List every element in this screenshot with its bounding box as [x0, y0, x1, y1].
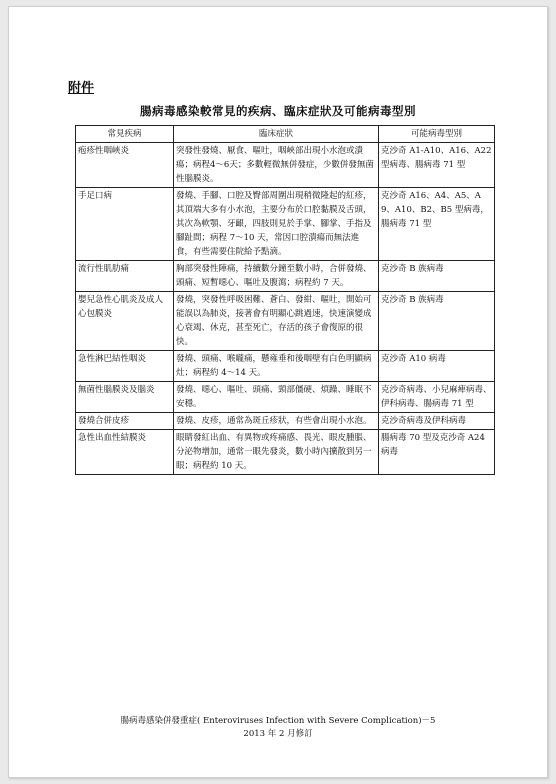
table-row: [76, 261, 495, 292]
disease-cell: 流行性肌肋痛: [76, 261, 174, 292]
virus-cell: 克沙奇 B 族病毒: [379, 292, 495, 351]
symptoms-cell: 突發性發燒、厭食、嘔吐，咽峽部出現小水泡或潰瘍；病程4～6天；多數輕微無併發症，少數併發無菌性腦膜炎。: [174, 143, 379, 188]
table-row: [76, 430, 495, 475]
virus-cell: 克沙奇 B 族病毒: [379, 261, 495, 292]
symptoms-cell: 發燒、頭痛、喉嚨痛，懸雍垂和後咽壁有白色明顯病灶；病程約 4～14 天。: [174, 351, 379, 382]
virus-cell: 克沙奇 A10 病毒: [379, 351, 495, 382]
footer-source: 腸病毒感染併發重症( Enteroviruses Infection with Severe Complication)－5: [120, 716, 436, 726]
disease-cell: 急性淋巴結性咽炎: [76, 351, 174, 382]
disease-cell: 手足口病: [76, 188, 174, 261]
disease-cell: 嬰兒急性心肌炎及成人心包膜炎: [76, 292, 174, 351]
virus-cell: 克沙奇 A1-A10、A16、A22 型病毒、腸病毒 71 型: [379, 143, 495, 188]
table-row: [76, 188, 495, 261]
symptoms-cell: 發燒、皮疹，通常為斑丘疹狀，有些會出現小水泡。: [174, 413, 379, 430]
header-symptoms: 臨床症狀: [174, 126, 379, 143]
table-row: [76, 351, 495, 382]
footer-revision-date: 2013 年 2 月修訂: [243, 729, 313, 739]
table-header-row: [76, 126, 495, 143]
page-footer: [9, 715, 547, 741]
disease-cell: 急性出血性結膜炎: [76, 430, 174, 475]
header-virus: 可能病毒型別: [379, 126, 495, 143]
document-title: 腸病毒感染較常見的疾病、臨床症狀及可能病毒型別: [140, 104, 416, 118]
virus-cell: 克沙奇 A16、A4、A5、A9、A10、B2、B5 型病毒，腸病毒 71 型: [379, 188, 495, 261]
symptoms-cell: 發燒、手腳、口腔及臀部周圍出現稍微隆起的紅疹，其頂端大多有小水泡，主要分布於口腔黏膜及舌頭，其次為軟顎、牙齦，四肢則見於手掌、腳掌、手指及腳趾間；病程 7～10 天，常因口腔潰瘍而無法進食，有些需要住院給予點滴。: [174, 188, 379, 261]
disease-cell: 疱疹性咽峽炎: [76, 143, 174, 188]
virus-cell: 腸病毒 70 型及克沙奇 A24 病毒: [379, 430, 495, 475]
symptoms-cell: 胸部突發性陣痛，持續數分鐘至數小時，合併發燒、頭痛、短暫噁心、嘔吐及腹瀉；病程約 7 天。: [174, 261, 379, 292]
header-disease: 常見疾病: [76, 126, 174, 143]
disease-cell: 發燒合併皮疹: [76, 413, 174, 430]
table-row: [76, 292, 495, 351]
appendix-label: 附件: [68, 81, 95, 96]
disease-table: [75, 125, 495, 475]
table-row: [76, 382, 495, 413]
document-page: [8, 6, 548, 778]
table-row: [76, 143, 495, 188]
virus-cell: 克沙奇病毒及伊科病毒: [379, 413, 495, 430]
disease-cell: 無菌性腦膜炎及腦炎: [76, 382, 174, 413]
symptoms-cell: 發燒、噁心、嘔吐、頭痛、頸部僵硬、煩躁、睡眠不安穩。: [174, 382, 379, 413]
table-row: [76, 413, 495, 430]
symptoms-cell: 發燒，突發性呼吸困難、蒼白、發紺、嘔吐，開始可能誤以為肺炎，接著會有明顯心跳過速，快速演變成心衰竭、休克，甚至死亡，存活的孩子會復原的很快。: [174, 292, 379, 351]
symptoms-cell: 眼睛發紅出血、有異物或疼痛感、畏光、眼皮腫脹、分泌物增加，通常一眼先發炎，數小時內擴散到另一眼；病程約 10 天。: [174, 430, 379, 475]
virus-cell: 克沙奇病毒、小兒麻痺病毒、伊科病毒、腸病毒 71 型: [379, 382, 495, 413]
